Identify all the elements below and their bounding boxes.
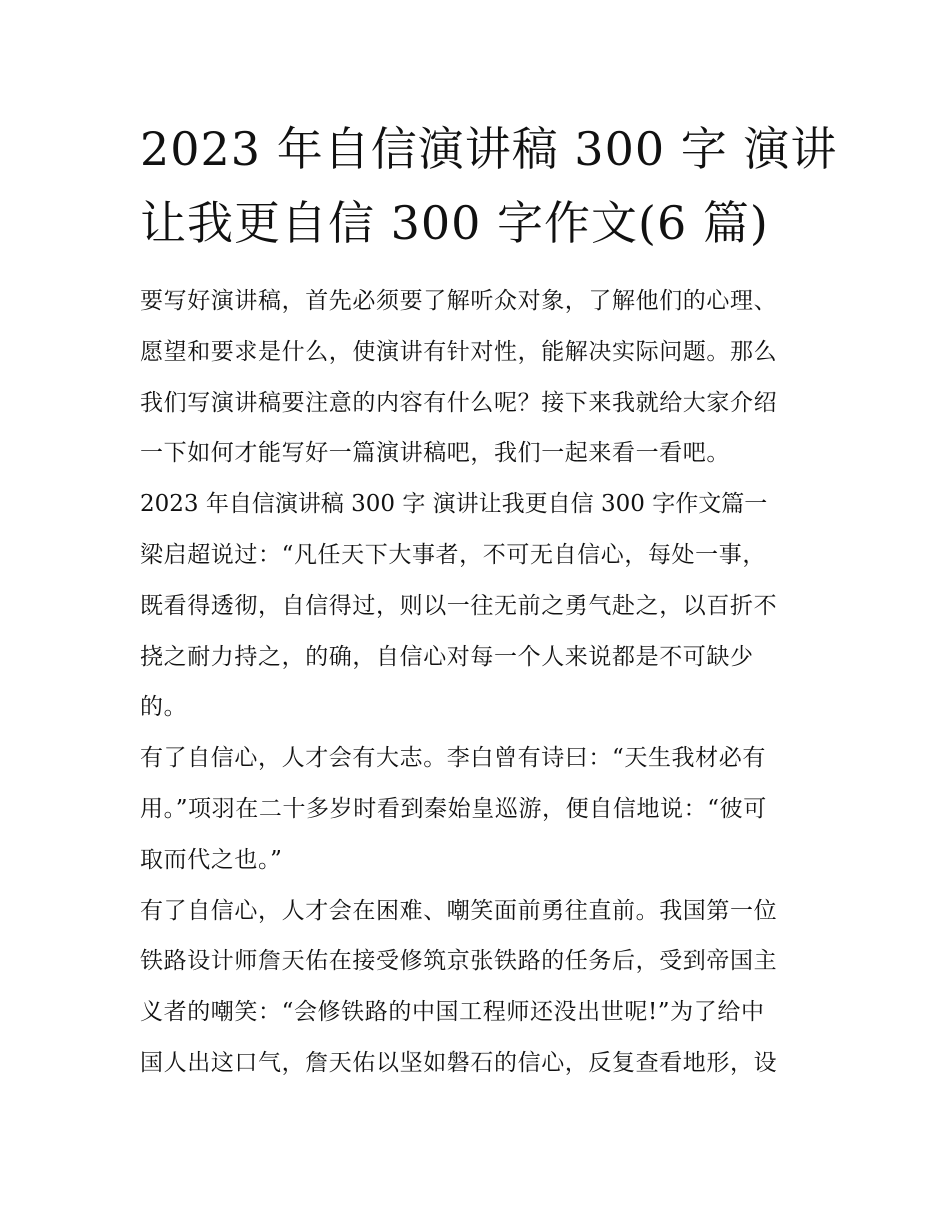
body-line: 用。”项羽在二十多岁时看到秦始皇巡游，便自信地说：“彼可 <box>140 795 767 822</box>
body-line: 有了自信心，人才会在困难、嘲笑面前勇往直前。我国第一位 <box>140 897 778 924</box>
body-line: 铁路设计师詹天佑在接受修筑京张铁路的任务后，受到帝国主 <box>140 948 778 975</box>
body-line: 挠之耐力持之，的确，自信心对每一个人来说都是不可缺少 <box>140 643 754 670</box>
body-line: 梁启超说过：“凡任天下大事者，不可无自信心，每处一事， <box>140 541 766 568</box>
body-line: 的。 <box>140 694 188 721</box>
body-line: 一下如何才能写好一篇演讲稿吧，我们一起来看一看吧。 <box>140 440 730 467</box>
body-line: 愿望和要求是什么，使演讲有针对性，能解决实际问题。那么 <box>140 338 778 365</box>
section-heading: 2023 年自信演讲稿 300 字 演讲让我更自信 300 字作文篇一 <box>140 491 768 518</box>
body-line: 有了自信心，人才会有大志。李白曾有诗曰：“天生我材必有 <box>140 745 766 772</box>
body-line: 我们写演讲稿要注意的内容有什么呢？接下来我就给大家介绍 <box>140 389 778 416</box>
document-title <box>140 112 838 260</box>
body-line: 义者的嘲笑：“会修铁路的中国工程师还没出世呢!”为了给中 <box>140 999 765 1026</box>
document-body <box>140 276 820 1089</box>
body-line: 取而代之也。” <box>140 846 283 873</box>
title-line: 让我更自信 300 字作文(6 篇) <box>140 196 769 250</box>
body-line: 既看得透彻，自信得过，则以一往无前之勇气赴之，以百折不 <box>140 592 778 619</box>
body-line: 国人出这口气，詹天佑以坚如磐石的信心，反复查看地形，设 <box>140 1049 778 1076</box>
body-line: 要写好演讲稿，首先必须要了解听众对象，了解他们的心理、 <box>140 288 778 314</box>
title-line: 2023 年自信演讲稿 300 字 演讲 <box>140 122 838 176</box>
